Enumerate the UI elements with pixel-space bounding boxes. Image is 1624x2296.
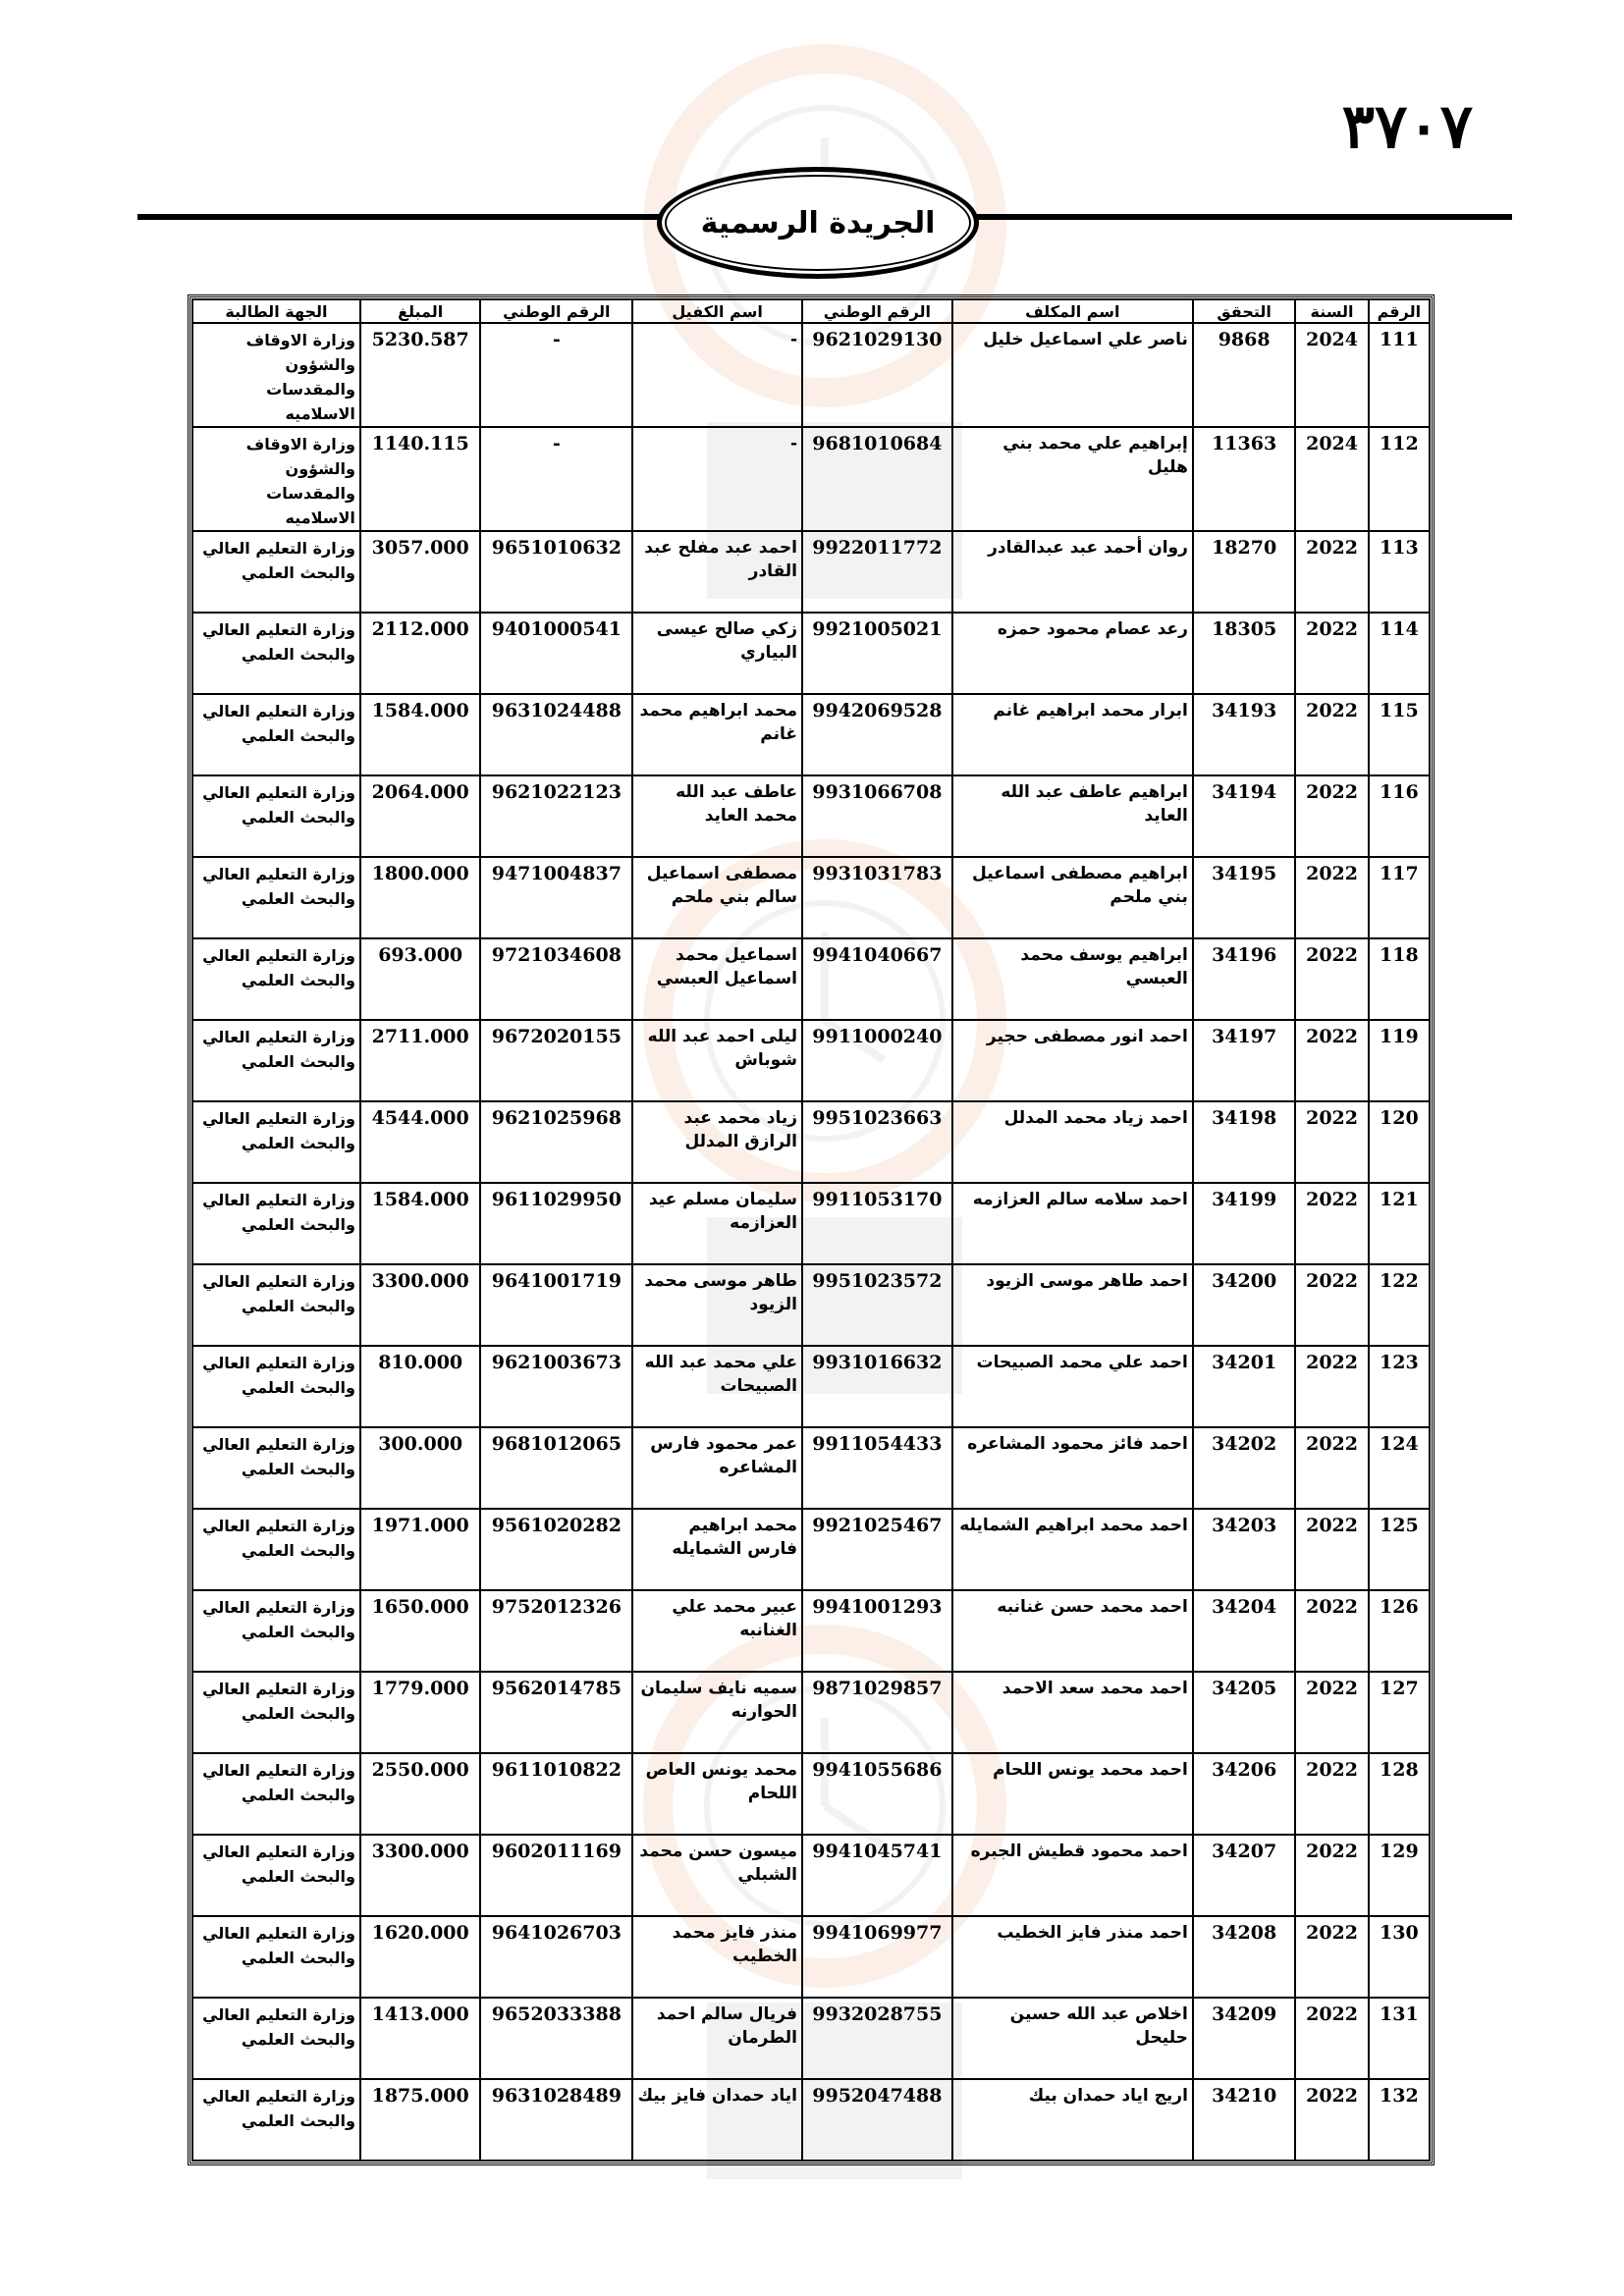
guarantor-national-id-cell: 9621022123 bbox=[480, 775, 632, 857]
guarantor-name-cell: سميه نايف سليمان الحوارنه bbox=[632, 1672, 802, 1753]
table-row bbox=[192, 857, 1430, 938]
requesting-agency-cell: وزارة التعليم العالي والبحث العلمي bbox=[192, 1753, 360, 1835]
year-cell: 2022 bbox=[1295, 1427, 1368, 1509]
national-id-cell: 9921005021 bbox=[802, 613, 952, 694]
taxpayer-name-cell: رعد عصام محمود حمزه bbox=[952, 613, 1193, 694]
amount-cell: 1650.000 bbox=[360, 1590, 481, 1672]
guarantor-national-id-cell: 9672020155 bbox=[480, 1020, 632, 1101]
guarantor-name-cell: محمد يونس العاص اللحام bbox=[632, 1753, 802, 1835]
guarantor-name-cell: - bbox=[632, 427, 802, 531]
table-row bbox=[192, 1753, 1430, 1835]
guarantor-national-id-cell: 9561020282 bbox=[480, 1509, 632, 1590]
national-id-cell: 9922011772 bbox=[802, 531, 952, 613]
taxpayer-name-cell: احمد علي محمد الصبيحات bbox=[952, 1346, 1193, 1427]
guarantor-national-id-cell: 9621025968 bbox=[480, 1101, 632, 1183]
table-row bbox=[192, 694, 1430, 775]
row-number-cell: 132 bbox=[1369, 2079, 1430, 2161]
guarantor-name-cell: علي محمد عبد الله الصبيحات bbox=[632, 1346, 802, 1427]
amount-cell: 1779.000 bbox=[360, 1672, 481, 1753]
guarantor-national-id-cell: 9611029950 bbox=[480, 1183, 632, 1264]
national-id-cell: 9911000240 bbox=[802, 1020, 952, 1101]
year-cell: 2022 bbox=[1295, 1346, 1368, 1427]
row-number-cell: 116 bbox=[1369, 775, 1430, 857]
guarantor-name-cell: اسماعيل محمد اسماعيل العبسي bbox=[632, 938, 802, 1020]
column-header: التحقق bbox=[1193, 299, 1295, 323]
national-id-cell: 9911054433 bbox=[802, 1427, 952, 1509]
national-id-cell: 9931031783 bbox=[802, 857, 952, 938]
amount-cell: 3057.000 bbox=[360, 531, 481, 613]
guarantor-name-cell: سليمان مسلم عيد العزازمه bbox=[632, 1183, 802, 1264]
row-number-cell: 123 bbox=[1369, 1346, 1430, 1427]
row-number-cell: 115 bbox=[1369, 694, 1430, 775]
check-number-cell: 34193 bbox=[1193, 694, 1295, 775]
records-table bbox=[191, 298, 1431, 2162]
check-number-cell: 34207 bbox=[1193, 1835, 1295, 1916]
requesting-agency-cell: وزارة التعليم العالي والبحث العلمي bbox=[192, 1427, 360, 1509]
taxpayer-name-cell: احمد طاهر موسى الزيود bbox=[952, 1264, 1193, 1346]
requesting-agency-cell: وزارة التعليم العالي والبحث العلمي bbox=[192, 1998, 360, 2079]
guarantor-name-cell: طاهر موسى محمد الزيود bbox=[632, 1264, 802, 1346]
taxpayer-name-cell: احمد محمد يونس اللحام bbox=[952, 1753, 1193, 1835]
table-row bbox=[192, 1509, 1430, 1590]
check-number-cell: 34206 bbox=[1193, 1753, 1295, 1835]
row-number-cell: 124 bbox=[1369, 1427, 1430, 1509]
requesting-agency-cell: وزارة التعليم العالي والبحث العلمي bbox=[192, 1835, 360, 1916]
guarantor-name-cell: - bbox=[632, 323, 802, 427]
amount-cell: 2112.000 bbox=[360, 613, 481, 694]
row-number-cell: 113 bbox=[1369, 531, 1430, 613]
check-number-cell: 34209 bbox=[1193, 1998, 1295, 2079]
table-row bbox=[192, 775, 1430, 857]
column-header: السنة bbox=[1295, 299, 1368, 323]
row-number-cell: 126 bbox=[1369, 1590, 1430, 1672]
guarantor-name-cell: مصطفى اسماعيل سالم بني ملحم bbox=[632, 857, 802, 938]
national-id-cell: 9621029130 bbox=[802, 323, 952, 427]
table-row bbox=[192, 1101, 1430, 1183]
requesting-agency-cell: وزارة التعليم العالي والبحث العلمي bbox=[192, 1101, 360, 1183]
guarantor-name-cell: عمر محمود فارس المشاعره bbox=[632, 1427, 802, 1509]
requesting-agency-cell: وزارة التعليم العالي والبحث العلمي bbox=[192, 938, 360, 1020]
requesting-agency-cell: وزارة التعليم العالي والبحث العلمي bbox=[192, 1916, 360, 1998]
amount-cell: 2064.000 bbox=[360, 775, 481, 857]
taxpayer-name-cell: ناصر علي اسماعيل خليل bbox=[952, 323, 1193, 427]
row-number-cell: 125 bbox=[1369, 1509, 1430, 1590]
national-id-cell: 9951023663 bbox=[802, 1101, 952, 1183]
requesting-agency-cell: وزارة الاوقاف والشؤون والمقدسات الاسلاميه bbox=[192, 323, 360, 427]
guarantor-national-id-cell: 9752012326 bbox=[480, 1590, 632, 1672]
national-id-cell: 9871029857 bbox=[802, 1672, 952, 1753]
table-row bbox=[192, 1264, 1430, 1346]
guarantor-national-id-cell: 9631024488 bbox=[480, 694, 632, 775]
amount-cell: 2711.000 bbox=[360, 1020, 481, 1101]
table-row bbox=[192, 427, 1430, 531]
taxpayer-name-cell: احمد سلامه سالم العزازمه bbox=[952, 1183, 1193, 1264]
year-cell: 2024 bbox=[1295, 427, 1368, 531]
requesting-agency-cell: وزارة التعليم العالي والبحث العلمي bbox=[192, 1020, 360, 1101]
year-cell: 2022 bbox=[1295, 938, 1368, 1020]
amount-cell: 2550.000 bbox=[360, 1753, 481, 1835]
table-row bbox=[192, 531, 1430, 613]
row-number-cell: 119 bbox=[1369, 1020, 1430, 1101]
year-cell: 2022 bbox=[1295, 1998, 1368, 2079]
column-header: اسم الكفيل bbox=[632, 299, 802, 323]
guarantor-name-cell: محمد ابراهيم فارس الشمايله bbox=[632, 1509, 802, 1590]
national-id-cell: 9952047488 bbox=[802, 2079, 952, 2161]
taxpayer-name-cell: احمد محمد حسن غنانبه bbox=[952, 1590, 1193, 1672]
guarantor-national-id-cell: 9721034608 bbox=[480, 938, 632, 1020]
year-cell: 2022 bbox=[1295, 1916, 1368, 1998]
check-number-cell: 34197 bbox=[1193, 1020, 1295, 1101]
requesting-agency-cell: وزارة التعليم العالي والبحث العلمي bbox=[192, 1346, 360, 1427]
table-row bbox=[192, 1020, 1430, 1101]
table-row bbox=[192, 2079, 1430, 2161]
check-number-cell: 34196 bbox=[1193, 938, 1295, 1020]
guarantor-national-id-cell: 9651010632 bbox=[480, 531, 632, 613]
taxpayer-name-cell: روان أحمد عبد عبدالقادر bbox=[952, 531, 1193, 613]
national-id-cell: 9931016632 bbox=[802, 1346, 952, 1427]
year-cell: 2022 bbox=[1295, 613, 1368, 694]
guarantor-national-id-cell: 9611010822 bbox=[480, 1753, 632, 1835]
row-number-cell: 111 bbox=[1369, 323, 1430, 427]
row-number-cell: 131 bbox=[1369, 1998, 1430, 2079]
table-row bbox=[192, 613, 1430, 694]
column-header: الرقم bbox=[1369, 299, 1430, 323]
amount-cell: 1413.000 bbox=[360, 1998, 481, 2079]
year-cell: 2022 bbox=[1295, 1509, 1368, 1590]
guarantor-name-cell: احمد عبد مفلح عبد القادر bbox=[632, 531, 802, 613]
column-header: المبلغ bbox=[360, 299, 481, 323]
table-row bbox=[192, 1346, 1430, 1427]
requesting-agency-cell: وزارة الاوقاف والشؤون والمقدسات الاسلاميه bbox=[192, 427, 360, 531]
year-cell: 2022 bbox=[1295, 1020, 1368, 1101]
row-number-cell: 121 bbox=[1369, 1183, 1430, 1264]
row-number-cell: 120 bbox=[1369, 1101, 1430, 1183]
requesting-agency-cell: وزارة التعليم العالي والبحث العلمي bbox=[192, 1509, 360, 1590]
guarantor-name-cell: منذر فايز محمد الخطيب bbox=[632, 1916, 802, 1998]
requesting-agency-cell: وزارة التعليم العالي والبحث العلمي bbox=[192, 857, 360, 938]
taxpayer-name-cell: احمد محمد سعد الاحمد bbox=[952, 1672, 1193, 1753]
national-id-cell: 9931066708 bbox=[802, 775, 952, 857]
amount-cell: 300.000 bbox=[360, 1427, 481, 1509]
year-cell: 2022 bbox=[1295, 1835, 1368, 1916]
national-id-cell: 9941055686 bbox=[802, 1753, 952, 1835]
table-row bbox=[192, 1590, 1430, 1672]
amount-cell: 3300.000 bbox=[360, 1264, 481, 1346]
taxpayer-name-cell: ابرار محمد ابراهيم غانم bbox=[952, 694, 1193, 775]
amount-cell: 1971.000 bbox=[360, 1509, 481, 1590]
national-id-cell: 9932028755 bbox=[802, 1998, 952, 2079]
requesting-agency-cell: وزارة التعليم العالي والبحث العلمي bbox=[192, 531, 360, 613]
year-cell: 2022 bbox=[1295, 1590, 1368, 1672]
taxpayer-name-cell: احمد فائز محمود المشاعره bbox=[952, 1427, 1193, 1509]
check-number-cell: 18305 bbox=[1193, 613, 1295, 694]
page-number: ٣٧٠٧ bbox=[1341, 90, 1473, 162]
national-id-cell: 9942069528 bbox=[802, 694, 952, 775]
table-row bbox=[192, 1998, 1430, 2079]
requesting-agency-cell: وزارة التعليم العالي والبحث العلمي bbox=[192, 2079, 360, 2161]
check-number-cell: 11363 bbox=[1193, 427, 1295, 531]
guarantor-name-cell: زكي صالح عيسى البياري bbox=[632, 613, 802, 694]
year-cell: 2022 bbox=[1295, 857, 1368, 938]
amount-cell: 1140.115 bbox=[360, 427, 481, 531]
table-row bbox=[192, 1835, 1430, 1916]
guarantor-national-id-cell: 9471004837 bbox=[480, 857, 632, 938]
gazette-title: الجريدة الرسمية bbox=[657, 167, 979, 279]
year-cell: 2024 bbox=[1295, 323, 1368, 427]
year-cell: 2022 bbox=[1295, 775, 1368, 857]
guarantor-national-id-cell: 9621003673 bbox=[480, 1346, 632, 1427]
year-cell: 2022 bbox=[1295, 2079, 1368, 2161]
row-number-cell: 122 bbox=[1369, 1264, 1430, 1346]
table-row bbox=[192, 1916, 1430, 1998]
guarantor-national-id-cell: - bbox=[480, 323, 632, 427]
check-number-cell: 34203 bbox=[1193, 1509, 1295, 1590]
check-number-cell: 18270 bbox=[1193, 531, 1295, 613]
amount-cell: 3300.000 bbox=[360, 1835, 481, 1916]
year-cell: 2022 bbox=[1295, 1101, 1368, 1183]
row-number-cell: 127 bbox=[1369, 1672, 1430, 1753]
guarantor-national-id-cell: 9631028489 bbox=[480, 2079, 632, 2161]
column-header: اسم المكلف bbox=[952, 299, 1193, 323]
guarantor-national-id-cell: 9681012065 bbox=[480, 1427, 632, 1509]
national-id-cell: 9951023572 bbox=[802, 1264, 952, 1346]
taxpayer-name-cell: اريج اياد حمدان بيك bbox=[952, 2079, 1193, 2161]
amount-cell: 1584.000 bbox=[360, 1183, 481, 1264]
check-number-cell: 34205 bbox=[1193, 1672, 1295, 1753]
taxpayer-name-cell: احمد منذر فايز الخطيب bbox=[952, 1916, 1193, 1998]
guarantor-name-cell: فريال سالم احمد الطرمان bbox=[632, 1998, 802, 2079]
check-number-cell: 34202 bbox=[1193, 1427, 1295, 1509]
amount-cell: 1620.000 bbox=[360, 1916, 481, 1998]
requesting-agency-cell: وزارة التعليم العالي والبحث العلمي bbox=[192, 613, 360, 694]
check-number-cell: 34210 bbox=[1193, 2079, 1295, 2161]
guarantor-national-id-cell: 9562014785 bbox=[480, 1672, 632, 1753]
column-header: الجهة الطالبة bbox=[192, 299, 360, 323]
taxpayer-name-cell: اخلاص عبد الله حسين حليحل bbox=[952, 1998, 1193, 2079]
taxpayer-name-cell: احمد انور مصطفى حجير bbox=[952, 1020, 1193, 1101]
requesting-agency-cell: وزارة التعليم العالي والبحث العلمي bbox=[192, 1590, 360, 1672]
row-number-cell: 130 bbox=[1369, 1916, 1430, 1998]
check-number-cell: 34204 bbox=[1193, 1590, 1295, 1672]
amount-cell: 1875.000 bbox=[360, 2079, 481, 2161]
check-number-cell: 34201 bbox=[1193, 1346, 1295, 1427]
table-row bbox=[192, 1183, 1430, 1264]
year-cell: 2022 bbox=[1295, 1264, 1368, 1346]
check-number-cell: 9868 bbox=[1193, 323, 1295, 427]
year-cell: 2022 bbox=[1295, 1753, 1368, 1835]
check-number-cell: 34199 bbox=[1193, 1183, 1295, 1264]
guarantor-name-cell: زياد محمد عبد الرازق المدلل bbox=[632, 1101, 802, 1183]
taxpayer-name-cell: احمد محمد ابراهيم الشمايله bbox=[952, 1509, 1193, 1590]
requesting-agency-cell: وزارة التعليم العالي والبحث العلمي bbox=[192, 1264, 360, 1346]
check-number-cell: 34198 bbox=[1193, 1101, 1295, 1183]
check-number-cell: 34195 bbox=[1193, 857, 1295, 938]
row-number-cell: 117 bbox=[1369, 857, 1430, 938]
taxpayer-name-cell: ابراهيم عاطف عبد الله العايد bbox=[952, 775, 1193, 857]
guarantor-name-cell: ليلى احمد عبد الله شوباش bbox=[632, 1020, 802, 1101]
national-id-cell: 9941040667 bbox=[802, 938, 952, 1020]
amount-cell: 1584.000 bbox=[360, 694, 481, 775]
taxpayer-name-cell: احمد محمود قطيش الجبره bbox=[952, 1835, 1193, 1916]
row-number-cell: 129 bbox=[1369, 1835, 1430, 1916]
check-number-cell: 34200 bbox=[1193, 1264, 1295, 1346]
year-cell: 2022 bbox=[1295, 1672, 1368, 1753]
amount-cell: 810.000 bbox=[360, 1346, 481, 1427]
row-number-cell: 118 bbox=[1369, 938, 1430, 1020]
guarantor-national-id-cell: 9401000541 bbox=[480, 613, 632, 694]
table-row bbox=[192, 323, 1430, 427]
amount-cell: 693.000 bbox=[360, 938, 481, 1020]
year-cell: 2022 bbox=[1295, 694, 1368, 775]
table-row bbox=[192, 1427, 1430, 1509]
guarantor-national-id-cell: - bbox=[480, 427, 632, 531]
national-id-cell: 9681010684 bbox=[802, 427, 952, 531]
national-id-cell: 9941069977 bbox=[802, 1916, 952, 1998]
national-id-cell: 9921025467 bbox=[802, 1509, 952, 1590]
national-id-cell: 9941001293 bbox=[802, 1590, 952, 1672]
guarantor-national-id-cell: 9641001719 bbox=[480, 1264, 632, 1346]
taxpayer-name-cell: احمد زياد محمد المدلل bbox=[952, 1101, 1193, 1183]
national-id-cell: 9911053170 bbox=[802, 1183, 952, 1264]
table-header-row bbox=[192, 299, 1430, 323]
table-row bbox=[192, 1672, 1430, 1753]
amount-cell: 4544.000 bbox=[360, 1101, 481, 1183]
year-cell: 2022 bbox=[1295, 531, 1368, 613]
row-number-cell: 128 bbox=[1369, 1753, 1430, 1835]
check-number-cell: 34194 bbox=[1193, 775, 1295, 857]
requesting-agency-cell: وزارة التعليم العالي والبحث العلمي bbox=[192, 1183, 360, 1264]
row-number-cell: 112 bbox=[1369, 427, 1430, 531]
column-header: الرقم الوطني bbox=[802, 299, 952, 323]
guarantor-name-cell: عبير محمد علي الغنانبه bbox=[632, 1590, 802, 1672]
taxpayer-name-cell: ابراهيم مصطفى اسماعيل بني ملحم bbox=[952, 857, 1193, 938]
year-cell: 2022 bbox=[1295, 1183, 1368, 1264]
guarantor-name-cell: عاطف عبد الله محمد العايد bbox=[632, 775, 802, 857]
table-row bbox=[192, 938, 1430, 1020]
amount-cell: 5230.587 bbox=[360, 323, 481, 427]
taxpayer-name-cell: ابراهيم يوسف محمد العبسي bbox=[952, 938, 1193, 1020]
amount-cell: 1800.000 bbox=[360, 857, 481, 938]
taxpayer-name-cell: إبراهيم علي محمد بني هليل bbox=[952, 427, 1193, 531]
guarantor-name-cell: محمد ابراهيم محمد غانم bbox=[632, 694, 802, 775]
guarantor-name-cell: ميسون حسن محمد الشبلي bbox=[632, 1835, 802, 1916]
national-id-cell: 9941045741 bbox=[802, 1835, 952, 1916]
requesting-agency-cell: وزارة التعليم العالي والبحث العلمي bbox=[192, 775, 360, 857]
check-number-cell: 34208 bbox=[1193, 1916, 1295, 1998]
guarantor-national-id-cell: 9602011169 bbox=[480, 1835, 632, 1916]
guarantor-name-cell: اياد حمدان فايز بيك bbox=[632, 2079, 802, 2161]
guarantor-national-id-cell: 9652033388 bbox=[480, 1998, 632, 2079]
guarantor-national-id-cell: 9641026703 bbox=[480, 1916, 632, 1998]
column-header: الرقم الوطني bbox=[480, 299, 632, 323]
requesting-agency-cell: وزارة التعليم العالي والبحث العلمي bbox=[192, 694, 360, 775]
requesting-agency-cell: وزارة التعليم العالي والبحث العلمي bbox=[192, 1672, 360, 1753]
row-number-cell: 114 bbox=[1369, 613, 1430, 694]
